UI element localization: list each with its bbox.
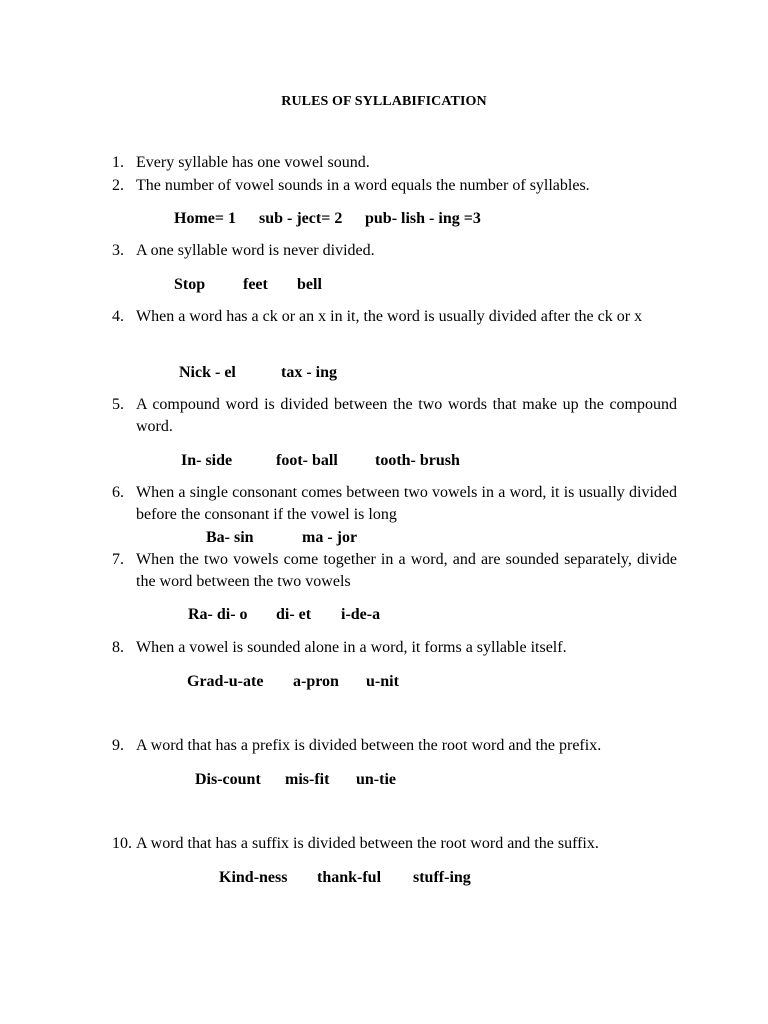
example-word: feet [243, 276, 268, 293]
rule-text: The number of vowel sounds in a word equals the number of syllables. [136, 177, 590, 194]
rule-text: A compound word is divided between the two words that make up the compound word. [136, 396, 677, 435]
rule-number: 7. [112, 551, 124, 568]
rule-text: When a single consonant comes between two vowels in a word, it is usually divided before the consonant if the vowel is long [136, 484, 677, 523]
example-word: a-pron [293, 673, 339, 690]
rule-7 [112, 549, 677, 593]
example-word: Dis-count [195, 771, 261, 788]
rule-4 [112, 306, 677, 328]
example-word: Ra- di- o [188, 606, 248, 623]
rule-6 [112, 482, 677, 526]
page-title: RULES OF SYLLABIFICATION [281, 94, 487, 109]
example-word: stuff-ing [413, 869, 471, 886]
rule-number: 9. [112, 737, 124, 754]
example-word: sub - ject= 2 [259, 210, 343, 227]
example-word: foot- ball [276, 452, 338, 469]
rule-text: Every syllable has one vowel sound. [136, 154, 370, 171]
example-word: Kind-ness [219, 869, 288, 886]
rule-text: A word that has a suffix is divided between the root word and the suffix. [136, 835, 599, 852]
rule-text: When a vowel is sounded alone in a word, it forms a syllable itself. [136, 639, 567, 656]
rule-9 [112, 735, 677, 757]
rule-number: 6. [112, 484, 124, 501]
rule-number: 2. [112, 177, 124, 194]
example-word: In- side [181, 452, 233, 469]
example-word: Stop [174, 276, 206, 293]
rule-3 [112, 240, 677, 262]
example-word: Home= 1 [174, 210, 236, 227]
rule-text: When a word has a ck or an x in it, the word is usually divided after the ck or x [136, 308, 643, 325]
example-word: ma - jor [302, 529, 358, 546]
rule-number: 10. [112, 835, 132, 852]
rule-2 [112, 175, 677, 197]
example-word: u-nit [366, 673, 399, 690]
example-word: Ba- sin [206, 529, 254, 546]
example-word: Nick - el [179, 364, 236, 381]
example-word: mis-fit [285, 771, 330, 788]
rule-number: 4. [112, 308, 124, 325]
rule-5 [112, 394, 677, 438]
example-word: Grad-u-ate [187, 673, 264, 690]
example-word: un-tie [356, 771, 396, 788]
example-word: i-de-a [341, 606, 381, 623]
example-word: thank-ful [317, 869, 382, 886]
rule-number: 8. [112, 639, 124, 656]
rule-number: 3. [112, 242, 124, 259]
rule-number: 1. [112, 154, 124, 171]
rule-1 [112, 152, 677, 174]
example-word: tax - ing [281, 364, 337, 381]
rule-text: When the two vowels come together in a word, and are sounded separately, divide the word between the two vowels [136, 551, 677, 590]
example-word: di- et [276, 606, 312, 623]
rule-number: 5. [112, 396, 124, 413]
rule-text: A word that has a prefix is divided between the root word and the prefix. [136, 737, 602, 754]
example-word: pub- lish - ing =3 [365, 210, 481, 227]
rule-text: A one syllable word is never divided. [136, 242, 375, 259]
rule-8 [112, 637, 677, 659]
rule-10 [112, 833, 677, 855]
example-word: tooth- brush [375, 452, 460, 469]
example-word: bell [297, 276, 322, 293]
